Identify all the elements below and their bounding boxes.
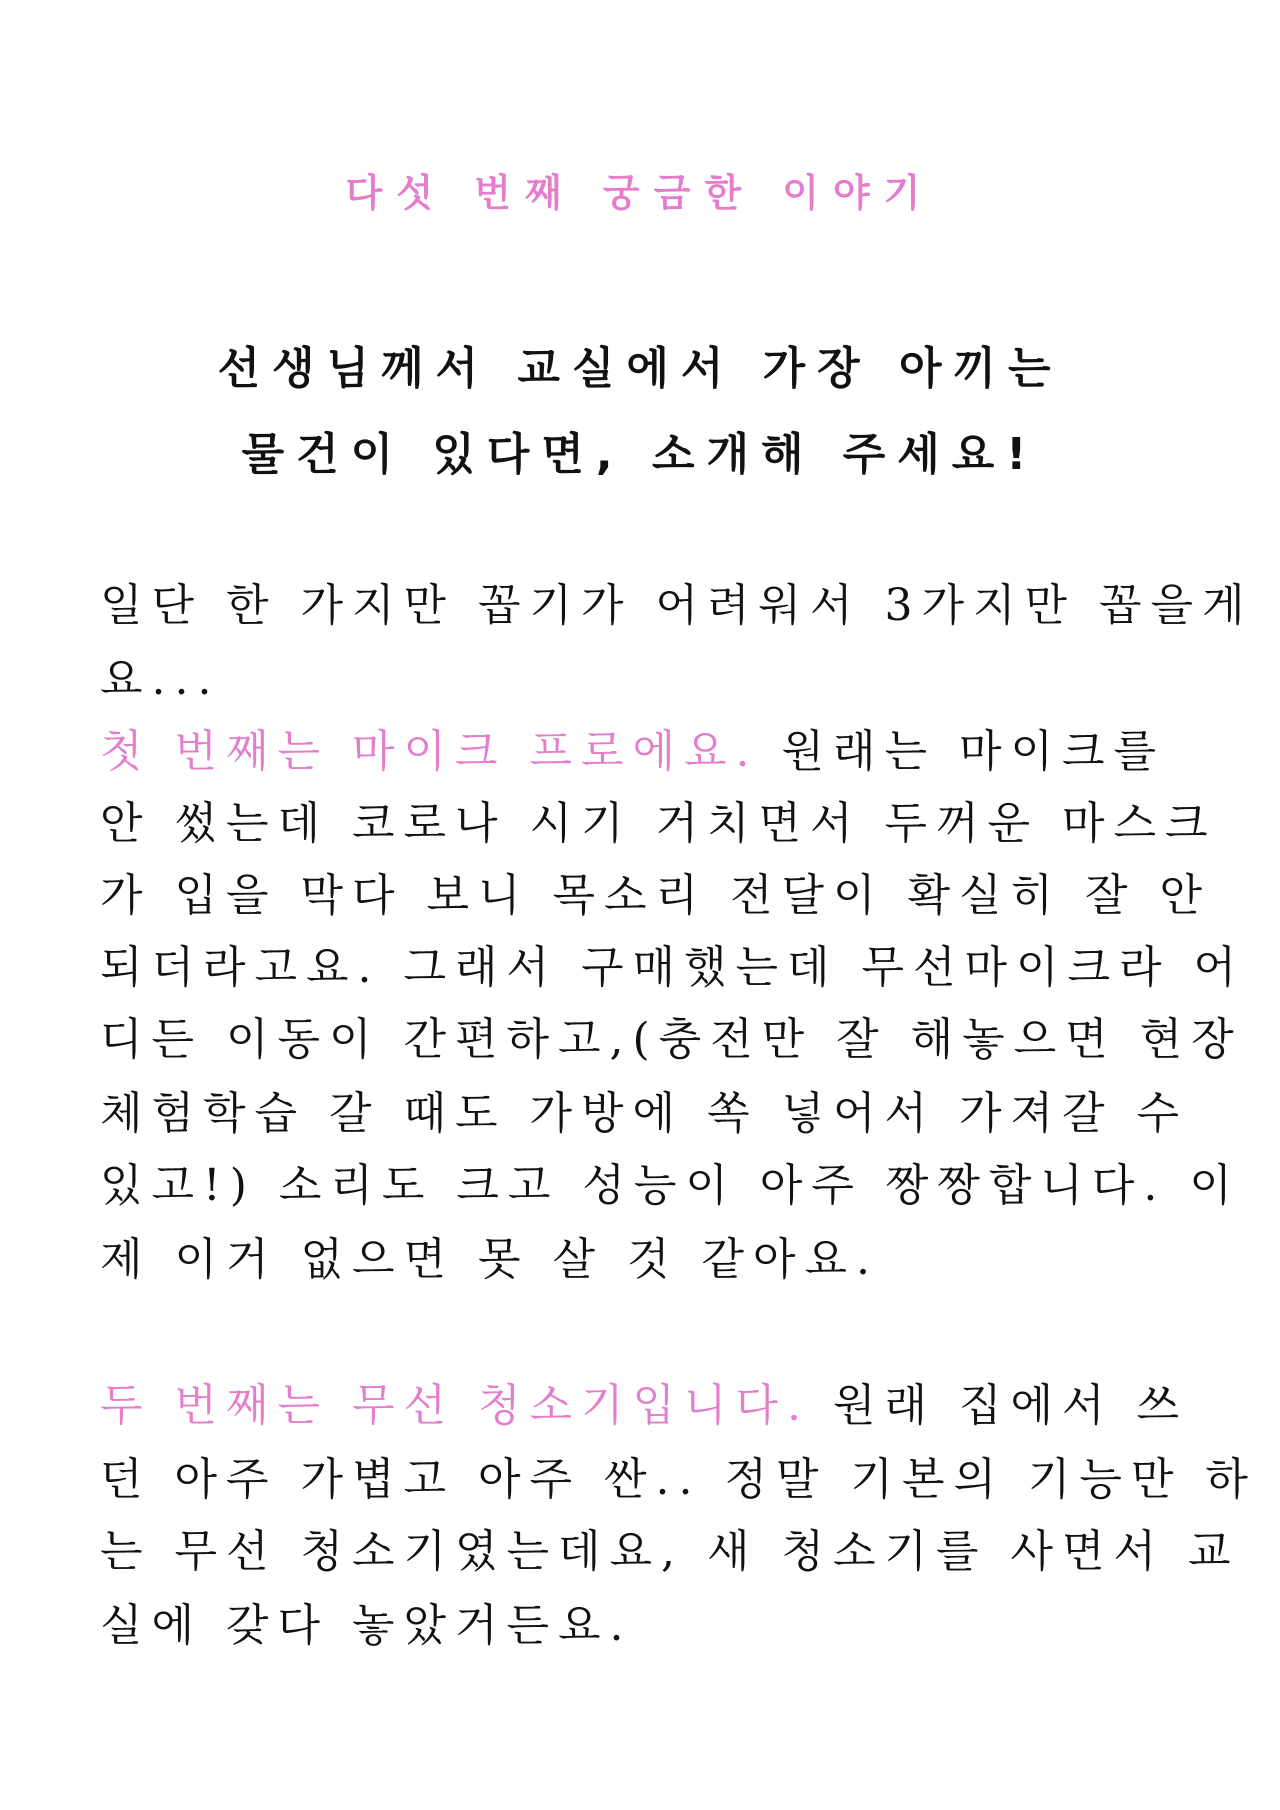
body-line-first-item — [100, 726, 1210, 777]
body-line: 요... — [100, 654, 221, 705]
body-line: 되더라고요. 그래서 구매했는데 무선마이크라 어 — [100, 942, 1246, 993]
highlight-second-item: 두 번째는 무선 청소기입니다. — [100, 1380, 810, 1431]
body-line: 있고!) 소리도 크고 성능이 아주 짱짱합니다. 이 — [100, 1160, 1241, 1211]
body-line: 는 무선 청소기였는데요, 새 청소기를 사면서 교 — [100, 1526, 1240, 1577]
highlight-first-item: 첫 번째는 마이크 프로에요. — [100, 726, 759, 777]
section-title: 다섯 번째 궁금한 이야기 — [345, 171, 935, 215]
body-line: 던 아주 가볍고 아주 싼.. 정말 기본의 기능만 하 — [100, 1454, 1257, 1505]
question-line-2: 물건이 있다면, 소개해 주세요! — [241, 429, 1039, 480]
body-text: 원래 집에서 쓰 — [810, 1380, 1188, 1431]
body-line: 실에 갖다 놓았거든요. — [100, 1600, 633, 1651]
question-line-1: 선생님께서 교실에서 가장 아끼는 — [217, 343, 1063, 394]
body-line: 안 썼는데 코로나 시기 거치면서 두꺼운 마스크 — [100, 798, 1217, 849]
body-line: 일단 한 가지만 꼽기가 어려워서 3가지만 꼽을게 — [100, 580, 1254, 631]
body-line-second-item — [100, 1380, 1210, 1431]
body-line: 가 입을 막다 보니 목소리 전달이 확실히 잘 안 — [100, 870, 1211, 921]
body-line: 체험학습 갈 때도 가방에 쏙 넣어서 가져갈 수 — [100, 1088, 1188, 1139]
body-line: 디든 이동이 간편하고,(충전만 잘 해놓으면 현장 — [100, 1014, 1243, 1065]
body-line: 제 이거 없으면 못 살 것 같아요. — [100, 1234, 879, 1285]
body-text: 원래는 마이크를 — [758, 726, 1165, 777]
